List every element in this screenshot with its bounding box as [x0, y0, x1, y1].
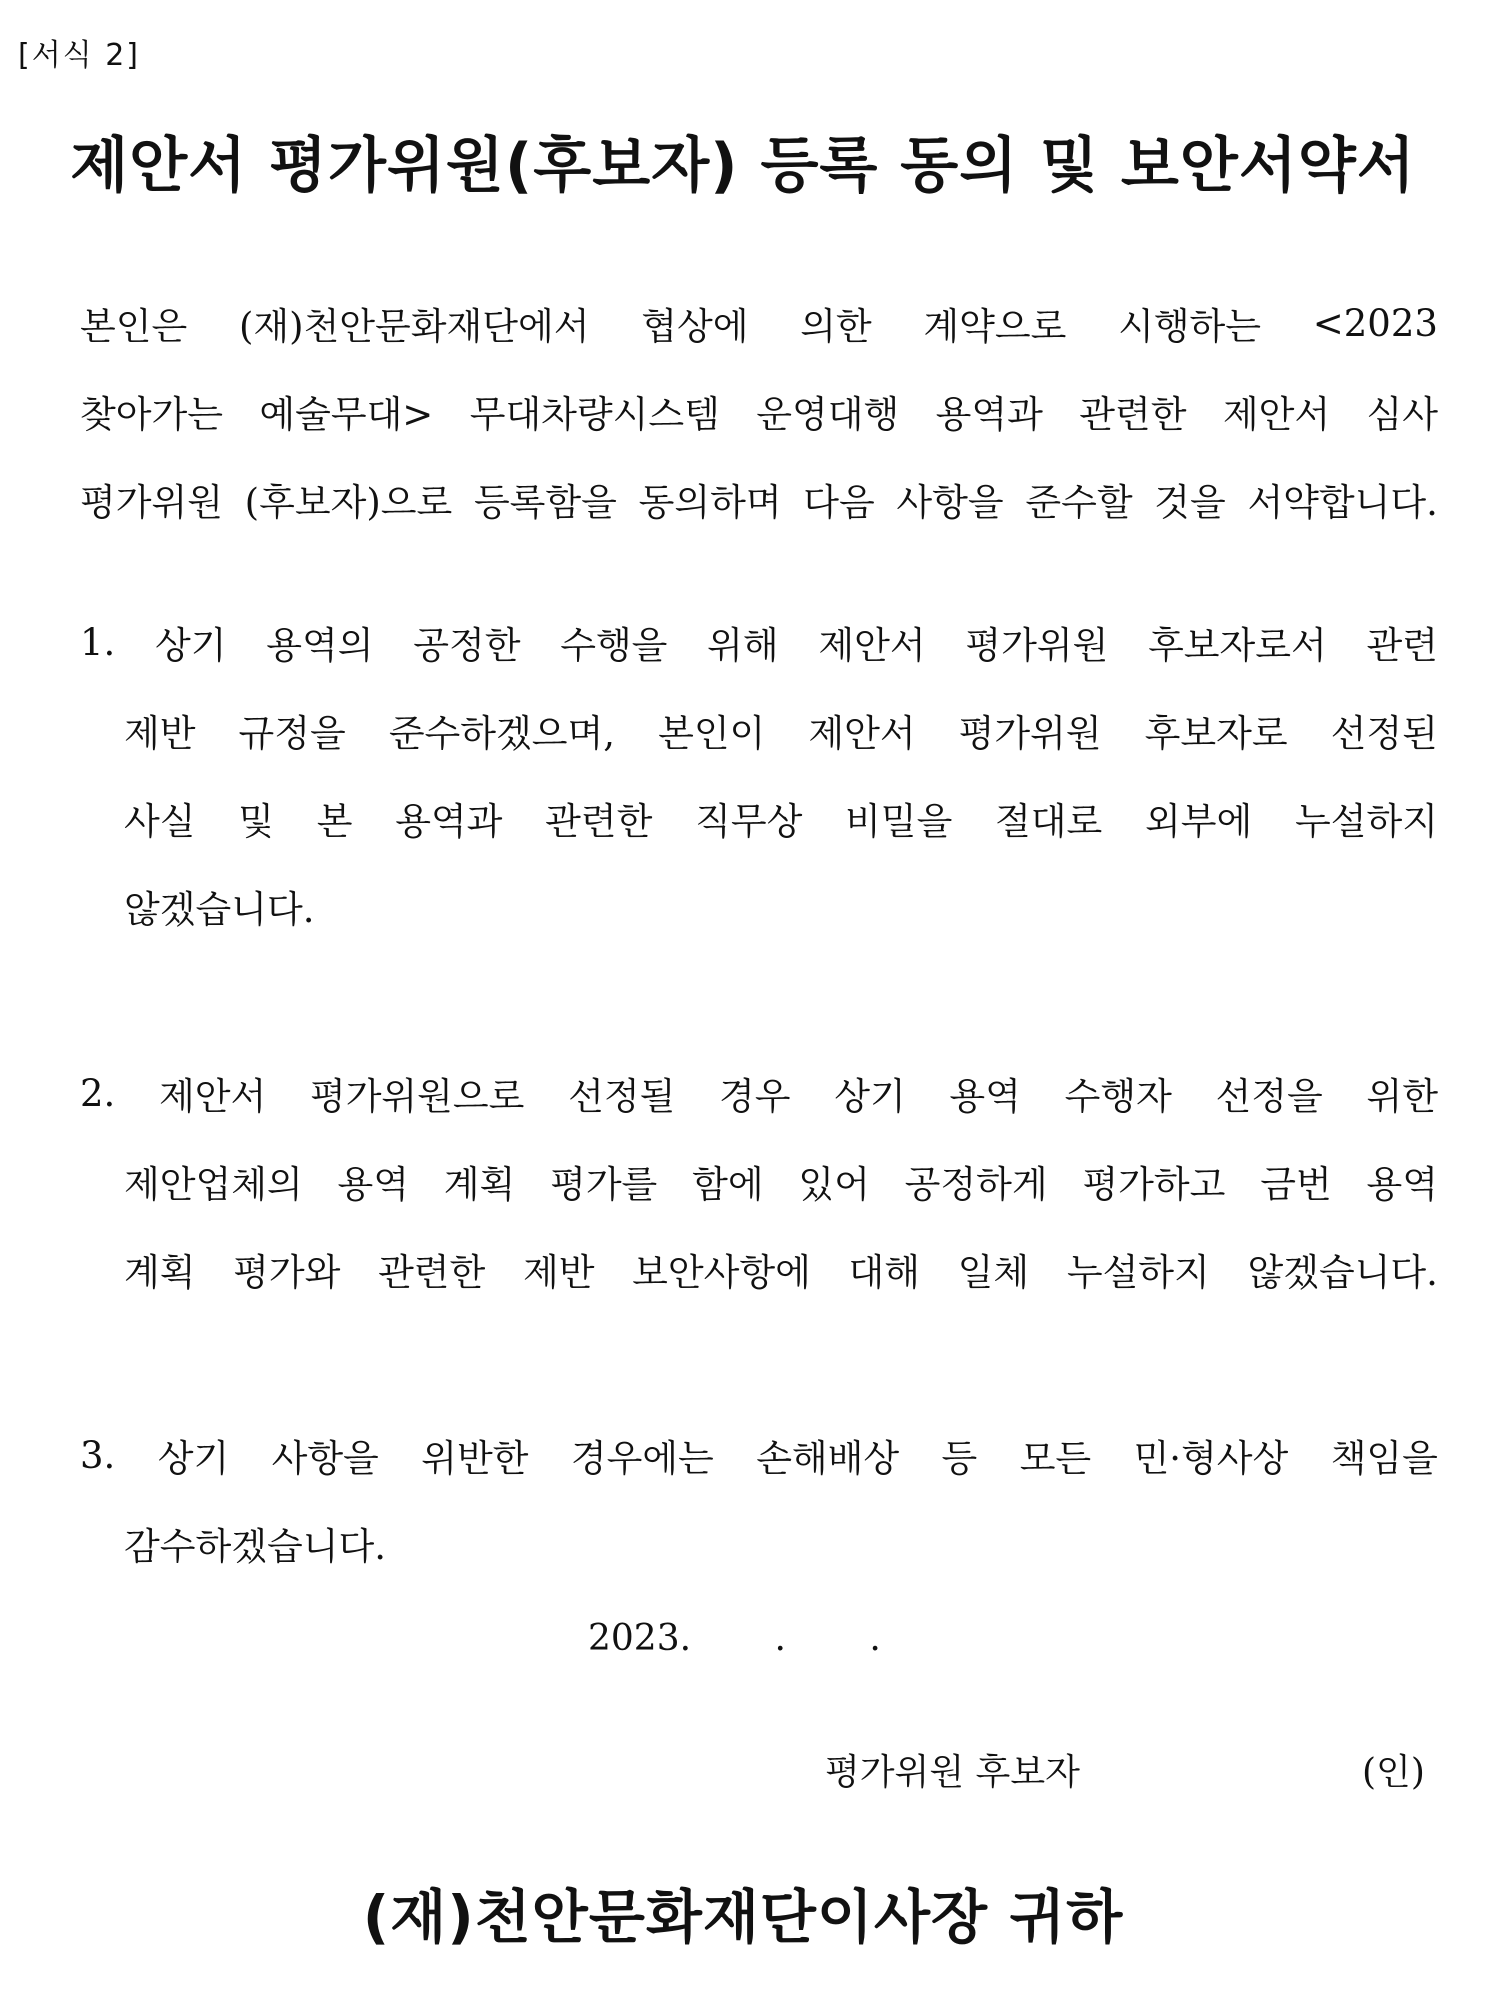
intro-line-2	[80, 386, 1438, 436]
word: 규정을	[238, 712, 346, 755]
word: 용역	[1366, 1163, 1438, 1206]
word: 제안서	[808, 712, 916, 755]
item3-line-1	[80, 1430, 1438, 1480]
item3-line-2: 감수하겠습니다.	[124, 1525, 386, 1568]
word: 심사	[1366, 393, 1438, 436]
form-label: [서식 2]	[18, 38, 140, 73]
word: 등록함을	[473, 481, 617, 524]
word: 함에	[692, 1163, 764, 1206]
word: 운영대행	[756, 393, 900, 436]
word: 제반	[124, 712, 196, 755]
word: 용역과	[395, 800, 503, 843]
word: (후보자)으로	[244, 481, 453, 524]
word: 제반	[522, 1251, 595, 1294]
word: 협상에	[641, 305, 749, 348]
word: (재)천안문화재단에서	[238, 305, 590, 348]
word: 책임을	[1330, 1437, 1438, 1480]
word: 평가하고	[1082, 1163, 1226, 1206]
word: 보안사항에	[632, 1251, 811, 1294]
word: 평가위원	[958, 712, 1102, 755]
word: 모든	[1019, 1437, 1092, 1480]
word: 상기	[155, 624, 227, 667]
word: 평가를	[550, 1163, 658, 1206]
word: 계획	[124, 1251, 196, 1294]
word: 및	[238, 800, 274, 843]
intro-line-1	[80, 298, 1438, 348]
word: 3.	[80, 1433, 116, 1477]
word: 준수하겠으며,	[388, 712, 616, 755]
word: 용역의	[266, 624, 374, 667]
intro-line-3	[80, 474, 1438, 524]
word: 상기	[157, 1437, 230, 1480]
word: 절대로	[995, 800, 1103, 843]
word: 위반한	[421, 1437, 529, 1480]
word: 제안업체의	[124, 1163, 303, 1206]
word: 비밀을	[845, 800, 953, 843]
document-title: 제안서 평가위원(후보자) 등록 동의 및 보안서약서	[70, 131, 1416, 201]
word: 등	[941, 1437, 978, 1480]
item2-line-1	[80, 1068, 1438, 1118]
word: 위한	[1366, 1075, 1438, 1118]
word: 찾아가는	[80, 393, 223, 436]
item1-line-1	[80, 617, 1438, 667]
word: 일체	[957, 1251, 1030, 1294]
word: 사항을	[271, 1437, 379, 1480]
word: 평가위원	[965, 624, 1109, 667]
word: 수행을	[560, 624, 668, 667]
word: 공정하게	[904, 1163, 1048, 1206]
word: 선정을	[1215, 1075, 1323, 1118]
word: 예술무대>	[259, 393, 434, 436]
word: 용역	[337, 1163, 409, 1206]
item2-line-3	[124, 1244, 1438, 1294]
word: 계획	[443, 1163, 516, 1206]
word: 관련한	[378, 1251, 486, 1294]
word: 무대차량시스템	[469, 393, 720, 436]
word: 시행하는	[1118, 305, 1262, 348]
word: 제안서	[159, 1075, 267, 1118]
word: 수행자	[1064, 1075, 1172, 1118]
word: 다음	[803, 481, 875, 524]
word: 금번	[1260, 1163, 1332, 1206]
word: 누설하지	[1066, 1251, 1210, 1294]
word: 의한	[800, 305, 872, 348]
word: 용역	[949, 1075, 1021, 1118]
word: 본인이	[658, 712, 766, 755]
word: 손해배상	[756, 1437, 900, 1480]
word: 준수할	[1025, 481, 1133, 524]
word: 계약으로	[923, 305, 1067, 348]
word: 평가위원	[80, 481, 223, 524]
word: 대해	[848, 1251, 920, 1294]
word: 평가와	[233, 1251, 341, 1294]
addressee: (재)천안문화재단이사장 귀하	[362, 1883, 1124, 1951]
word: 용역과	[935, 393, 1043, 436]
word: 않겠습니다.	[1247, 1251, 1438, 1294]
word: 관련	[1366, 624, 1438, 667]
word: 사실	[124, 800, 196, 843]
item1-line-3	[124, 793, 1438, 843]
word: 후보자로서	[1148, 624, 1327, 667]
word: 본	[316, 800, 353, 843]
word: 경우	[719, 1075, 791, 1118]
item1-line-4: 않겠습니다.	[124, 888, 315, 931]
word: <2023	[1312, 301, 1438, 345]
word: 누설하지	[1295, 800, 1438, 843]
word: 관련한	[545, 800, 653, 843]
word: 후보자로	[1144, 712, 1288, 755]
word: 1.	[80, 620, 116, 664]
word: 사항을	[896, 481, 1004, 524]
word: 선정된	[1330, 712, 1438, 755]
word: 서약합니다.	[1247, 481, 1438, 524]
word: 상기	[834, 1075, 906, 1118]
word: 공정한	[413, 624, 521, 667]
date-field: 2023. . .	[588, 1618, 881, 1659]
word: 제안서	[818, 624, 926, 667]
word: 있어	[798, 1163, 870, 1206]
word: 것을	[1154, 481, 1226, 524]
word: 동의하며	[638, 481, 782, 524]
word: 선정될	[568, 1075, 676, 1118]
word: 경우에는	[570, 1437, 714, 1480]
word: 위해	[707, 624, 779, 667]
word: 관련한	[1079, 393, 1187, 436]
signer-label: 평가위원 후보자	[825, 1752, 1080, 1793]
word: 2.	[80, 1071, 116, 1115]
item2-line-2	[124, 1156, 1438, 1206]
word: 민·형사상	[1133, 1437, 1289, 1480]
seal-mark: (인)	[1362, 1752, 1425, 1793]
word: 본인은	[80, 305, 188, 348]
item1-line-2	[124, 705, 1438, 755]
word: 직무상	[695, 800, 803, 843]
word: 평가위원으로	[309, 1075, 525, 1118]
word: 외부에	[1145, 800, 1253, 843]
word: 제안서	[1222, 393, 1331, 436]
